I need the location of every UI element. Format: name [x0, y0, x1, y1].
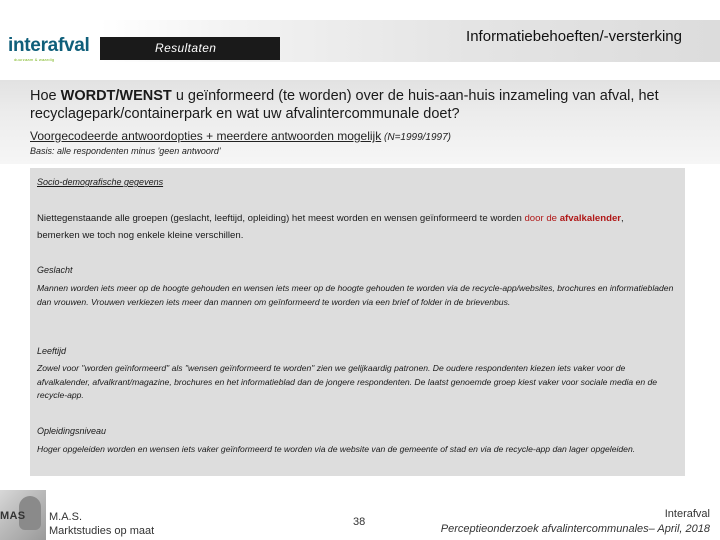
- age-heading: Leeftijd: [37, 346, 67, 356]
- answer-type-note: [30, 129, 451, 143]
- panel-lead-text: [37, 210, 667, 244]
- basis-note: Basis: alle respondenten minus 'geen antwoord': [30, 146, 221, 156]
- lead-red: door de: [524, 213, 558, 224]
- sample-size: (N=1999/1997): [381, 132, 452, 143]
- section-label: Resultaten: [155, 41, 217, 55]
- footer-org-name: M.A.S.: [49, 511, 83, 523]
- interafval-logo: [8, 36, 98, 66]
- mas-logo-text: MAS: [0, 510, 26, 522]
- question-emphasis: WORDT/WENST: [60, 88, 172, 104]
- logo-tagline: duurzaam & waardig: [14, 57, 55, 62]
- footer-client: Interafval: [664, 508, 710, 520]
- page-title: Informatiebehoeften/-versterking: [466, 28, 682, 45]
- answer-type: Voorgecodeerde antwoordopties + meerdere antwoorden mogelijk: [30, 129, 382, 143]
- lead-pre: Niettegenstaande alle groepen (geslacht, leeftijd, opleiding) het meest worden en wensen geïnformeerd te worden: [37, 213, 525, 224]
- education-body: Hoger opgeleiden worden en wensen iets vaker geïnformeerd te worden via de website van de gemeente of stad en via de recycle-app dan lager opgeleiden.: [37, 444, 636, 454]
- age-body: Zowel voor "worden geïnformeerd" als "wensen geïnformeerd te worden" zien we gelijkaardig patronen. De oudere respondenten kiezen iets vaker voor de afvalkalender, afvalkrant/magazine, brochures en het informatieblad dan de jongere respondenten. De laatst genoemde groep kiest vaker voor sociale media en de recycle-app.: [37, 363, 658, 400]
- mas-logo-image: [0, 490, 46, 540]
- footer-org-tagline: Marktstudies op maat: [49, 525, 155, 537]
- logo-wordmark: interafval: [8, 35, 90, 56]
- gender-body: Mannen worden iets meer op de hoogte gehouden en wensen iets meer op de hoogte gehouden te worden via de recycle-app/websites, brochures en informatiebladen dan vrouwen. Vrouwen verkiezen iets meer dan mannen om geïnformeerd te worden via een brief of folder in de brievenbus.: [37, 283, 674, 307]
- footer-study: Perceptieonderzoek afvalintercommunales– April, 2018: [440, 523, 710, 535]
- education-heading: Opleidingsniveau: [37, 426, 107, 436]
- gender-heading: Geslacht: [37, 265, 73, 275]
- lead-red-bold: afvalkalender: [559, 213, 622, 224]
- survey-question: [30, 87, 706, 123]
- lead-post: , bemerken we toch nog enkele kleine verschillen.: [37, 213, 624, 241]
- page-number: 38: [353, 516, 366, 528]
- panel-section-title: Socio-demografische gegevens: [37, 177, 164, 187]
- section-bar: [100, 37, 280, 60]
- question-pre: Hoe: [30, 88, 61, 104]
- question-post: u geïnformeerd (te worden) over de huis-aan-huis inzameling van afval, het recyclagepark/containerpark en wat uw afvalintercommunale doet?: [30, 88, 659, 122]
